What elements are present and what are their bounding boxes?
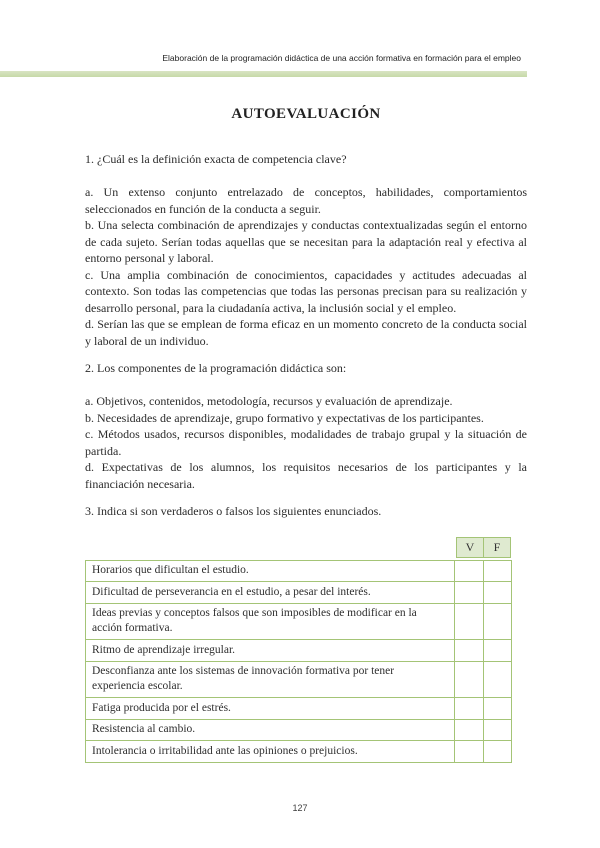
page-title: AUTOEVALUACIÓN [231, 106, 381, 122]
statement-cell: Ritmo de aprendizaje irregular. [86, 640, 455, 662]
answer-cell-f-6[interactable] [484, 698, 512, 720]
question-2-option-b: b. Necesidades de aprendizaje, grupo formativo y expectativas de los participantes. [85, 410, 484, 425]
running-header: Elaboración de la programación didáctica de una acción formativa en formación para el empleo [162, 53, 521, 63]
table-row [86, 640, 512, 662]
answer-cell-v-8[interactable] [455, 741, 484, 763]
page-content [85, 105, 527, 763]
answer-cell-f-8[interactable] [484, 741, 512, 763]
table-row [86, 661, 512, 698]
statement-cell: Intolerancia o irritabilidad ante las opiniones o prejuicios. [86, 741, 455, 763]
answer-cell-v-1[interactable] [455, 560, 484, 582]
question-2-option-d: d. Expectativas de los alumnos, los requisitos necesarios de los participantes y la financiación necesaria. [85, 460, 527, 491]
question-3: 3. Indica si son verdaderos o falsos los siguientes enunciados. [85, 504, 382, 518]
page-number: 127 [292, 803, 308, 813]
question-1-option-b: b. Una selecta combinación de aprendizajes y conductas contextualizadas según el entorno de cada sujeto. Serían todas aquellas que se necesitan para la adaptación real y efectiva al entorno personal y laboral. [85, 218, 527, 265]
answer-cell-v-6[interactable] [455, 698, 484, 720]
answer-cell-f-2[interactable] [484, 582, 512, 604]
header-divider-band [0, 71, 527, 77]
column-header-f: F [483, 537, 511, 558]
question-1-option-a: a. Un extenso conjunto entrelazado de conceptos, habilidades, comportamientos seleccionados en función de la conducta a seguir. [85, 185, 527, 216]
table-row [86, 698, 512, 720]
answer-cell-v-7[interactable] [455, 719, 484, 741]
answer-cell-f-1[interactable] [484, 560, 512, 582]
table-row [86, 603, 512, 640]
statement-cell: Horarios que dificultan el estudio. [86, 560, 455, 582]
statement-cell: Ideas previas y conceptos falsos que son imposibles de modificar en la acción formativa. [86, 603, 455, 640]
answer-cell-v-4[interactable] [455, 640, 484, 662]
question-2: 2. Los componentes de la programación didáctica son: [85, 361, 347, 375]
table-row [86, 582, 512, 604]
answer-cell-v-3[interactable] [455, 603, 484, 640]
answer-cell-f-3[interactable] [484, 603, 512, 640]
answer-cell-f-7[interactable] [484, 719, 512, 741]
statement-cell: Dificultad de perseverancia en el estudio, a pesar del interés. [86, 582, 455, 604]
statement-cell: Resistencia al cambio. [86, 719, 455, 741]
answer-cell-f-4[interactable] [484, 640, 512, 662]
table-row [86, 741, 512, 763]
question-1: 1. ¿Cuál es la definición exacta de competencia clave? [85, 152, 347, 166]
answer-cell-v-2[interactable] [455, 582, 484, 604]
statement-cell: Desconfianza ante los sistemas de innovación formativa por tener experiencia escolar. [86, 661, 455, 698]
question-1-option-d: d. Serían las que se emplean de forma eficaz en un momento concreto de la conducta social y laboral de un individuo. [85, 317, 527, 348]
table-row [86, 719, 512, 741]
true-false-table [85, 537, 511, 763]
question-2-option-c: c. Métodos usados, recursos disponibles, modalidades de trabajo grupal y la situación de partida. [85, 427, 527, 458]
statement-cell: Fatiga producida por el estrés. [86, 698, 455, 720]
table-row [86, 560, 512, 582]
question-2-option-a: a. Objetivos, contenidos, metodología, recursos y evaluación de aprendizaje. [85, 394, 453, 408]
true-false-table-header [85, 537, 511, 558]
column-header-v: V [456, 537, 485, 558]
answer-cell-f-5[interactable] [484, 661, 512, 698]
answer-cell-v-5[interactable] [455, 661, 484, 698]
question-1-option-c: c. Una amplia combinación de conocimientos, capacidades y actitudes adecuadas al contexto. Son todas las competencias que todas las personas precisan para su realización y desarrollo personal, para la ciudadanía activa, la inclusión social y el empleo. [85, 267, 527, 315]
